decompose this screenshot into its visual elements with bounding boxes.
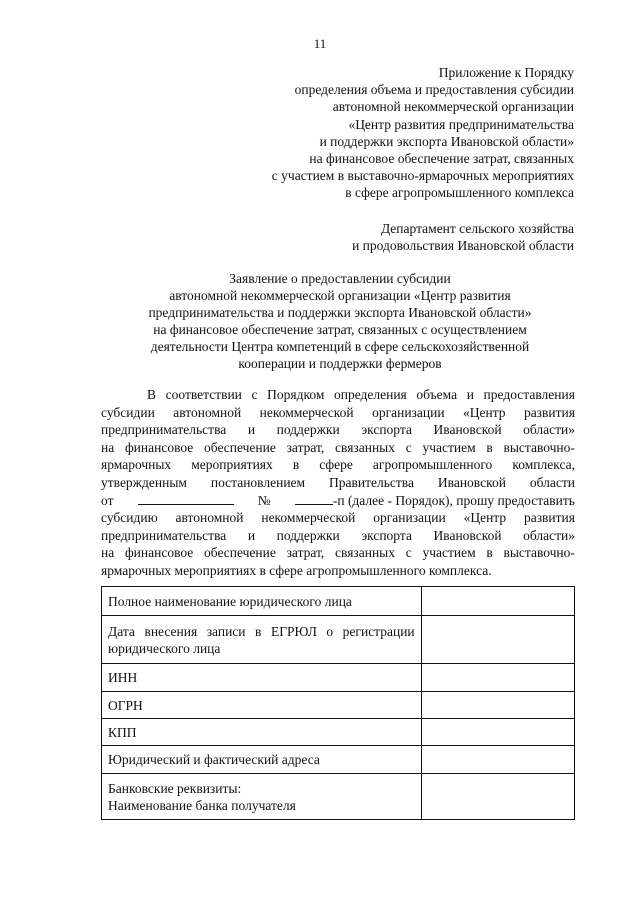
- table-row: [102, 587, 575, 616]
- word: участием: [422, 545, 476, 561]
- word: экспорта: [361, 422, 412, 438]
- title-line: предпринимательства и поддержки экспорта Ивановской области»: [148, 305, 532, 320]
- addressee-line: и продовольствия Ивановской области: [352, 238, 574, 254]
- body-line: [101, 456, 575, 474]
- title-line: кооперации и поддержки фермеров: [238, 356, 442, 371]
- word: финансовое: [124, 439, 194, 455]
- field-value-cell[interactable]: [421, 774, 574, 820]
- applicant-info-table: [101, 586, 575, 820]
- word: развития: [523, 510, 575, 526]
- word: обеспечение: [204, 439, 276, 455]
- word: в: [486, 545, 493, 561]
- word: организации: [372, 404, 445, 420]
- field-label: ИНН: [102, 664, 422, 692]
- body-line: ярмарочных мероприятиях в сфере агропромышленного комплекса.: [101, 562, 492, 578]
- word: развития: [523, 404, 575, 420]
- appendix-line: и поддержки экспорта Ивановской области»: [319, 133, 574, 149]
- word: поддержки: [276, 422, 340, 438]
- field-value-cell[interactable]: [421, 664, 574, 692]
- appendix-line: в сфере агропромышленного комплекса: [345, 185, 574, 201]
- word: и: [247, 422, 256, 438]
- word: области: [529, 474, 575, 490]
- table-row: [102, 664, 575, 692]
- number-blank: [295, 492, 333, 505]
- field-value-cell[interactable]: [421, 616, 574, 664]
- appendix-header: [154, 64, 574, 202]
- field-label: Юридический и фактический адреса: [102, 746, 422, 774]
- field-label: ОГРН: [102, 692, 422, 719]
- addressee-line: Департамент сельского хозяйства: [380, 221, 574, 236]
- body-paragraph: [101, 386, 575, 580]
- page-number: 11: [313, 36, 327, 51]
- table-row: [102, 692, 575, 719]
- word: обеспечение: [204, 545, 276, 561]
- word: затрат,: [286, 439, 325, 455]
- word: связанных: [335, 545, 396, 561]
- word: на: [101, 439, 115, 455]
- word: «Центр: [462, 404, 506, 420]
- appendix-line: с участием в выставочно-ярмарочных мероприятиях: [271, 168, 574, 184]
- word: предоставления: [483, 387, 575, 402]
- body-line: [101, 439, 575, 457]
- word: автономной: [175, 510, 244, 526]
- field-label-line: Дата внесения записи в ЕГРЮЛ о регистрации: [108, 623, 415, 639]
- word: поддержки: [276, 527, 340, 543]
- word: субсидии: [101, 404, 155, 420]
- table-row: [102, 774, 575, 820]
- word: агропромышленного: [372, 457, 493, 473]
- number-suffix-text: -п (далее - Порядок), прошу предоставить: [332, 492, 575, 508]
- word: предпринимательства: [101, 527, 227, 543]
- word: участием: [422, 439, 476, 455]
- word: связанных: [335, 439, 396, 455]
- field-label-line: Банковские реквизиты:: [108, 780, 242, 796]
- addressee-block: [154, 220, 574, 254]
- word: в: [292, 457, 300, 473]
- word: мероприятиях: [191, 457, 273, 473]
- body-line: [101, 544, 575, 562]
- number-sign: №: [257, 492, 271, 508]
- word: постановлением: [210, 474, 306, 490]
- document-title: [100, 270, 580, 372]
- word: некоммерческой: [259, 404, 354, 420]
- word: сфере: [319, 457, 353, 473]
- table-row: [102, 616, 575, 664]
- table-row: [102, 746, 575, 774]
- word: с: [251, 387, 258, 402]
- word: «Центр: [463, 510, 507, 526]
- table-row: [102, 719, 575, 746]
- number-field: [295, 492, 575, 510]
- word: с: [405, 439, 412, 455]
- word: Ивановской: [433, 422, 502, 438]
- title-line: на финансовое обеспечение затрат, связанных с осуществлением: [153, 322, 527, 337]
- appendix-line: на финансовое обеспечение затрат, связанных: [309, 151, 574, 167]
- field-label: [102, 616, 422, 664]
- word: выставочно-: [503, 439, 575, 455]
- word: комплекса,: [512, 457, 575, 473]
- date-blank: [138, 492, 234, 505]
- body-line: [101, 386, 575, 404]
- word: организации: [373, 510, 446, 526]
- word: предпринимательства: [101, 422, 227, 438]
- word: автономной: [173, 404, 242, 420]
- field-value-cell[interactable]: [421, 587, 574, 616]
- word: в: [486, 439, 493, 455]
- appendix-line: Приложение к Порядку: [438, 65, 574, 80]
- word: ярмарочных: [101, 457, 172, 473]
- word: с: [405, 545, 412, 561]
- word: на: [101, 545, 115, 561]
- word: некоммерческой: [261, 510, 356, 526]
- body-line: [101, 509, 575, 527]
- word: и: [466, 387, 474, 402]
- field-label: Полное наименование юридического лица: [102, 587, 422, 616]
- field-label-line: Наименование банка получателя: [108, 797, 296, 813]
- body-line: [101, 474, 575, 492]
- body-line-date-number: [101, 492, 575, 510]
- word: соответствии: [165, 387, 242, 402]
- body-line: [101, 421, 575, 439]
- title-line: автономной некоммерческой организации «Центр развития: [169, 288, 511, 303]
- word: финансовое: [124, 545, 194, 561]
- field-value-cell[interactable]: [421, 719, 574, 746]
- from-label: от: [101, 492, 114, 508]
- word: области»: [523, 422, 575, 438]
- title-line: Заявление о предоставлении субсидии: [229, 271, 451, 286]
- field-value-cell[interactable]: [421, 746, 574, 774]
- word: В: [147, 387, 157, 402]
- title-line: деятельности Центра компетенций в сфере сельскохозяйственной: [150, 339, 530, 354]
- field-label: [102, 774, 422, 820]
- field-label-line: юридического лица: [108, 640, 221, 656]
- word: Ивановской: [433, 527, 502, 543]
- word: Порядком: [267, 387, 325, 402]
- word: области»: [523, 527, 575, 543]
- word: экспорта: [361, 527, 412, 543]
- body-line: [101, 404, 575, 422]
- word: объема: [416, 387, 458, 402]
- word: и: [247, 527, 256, 543]
- appendix-line: «Центр развития предпринимательства: [348, 116, 574, 132]
- word: Правительства: [329, 474, 414, 490]
- appendix-line: определения объема и предоставления субсидии: [294, 82, 574, 98]
- word: затрат,: [286, 545, 325, 561]
- word: определения: [333, 387, 407, 402]
- word: субсидию: [101, 510, 158, 526]
- field-value-cell[interactable]: [421, 692, 574, 719]
- field-label: КПП: [102, 719, 422, 746]
- word: Ивановской: [437, 474, 506, 490]
- body-line: [101, 527, 575, 545]
- appendix-line: автономной некоммерческой организации: [332, 99, 574, 115]
- word: выставочно-: [503, 545, 575, 561]
- word: утвержденным: [101, 474, 187, 490]
